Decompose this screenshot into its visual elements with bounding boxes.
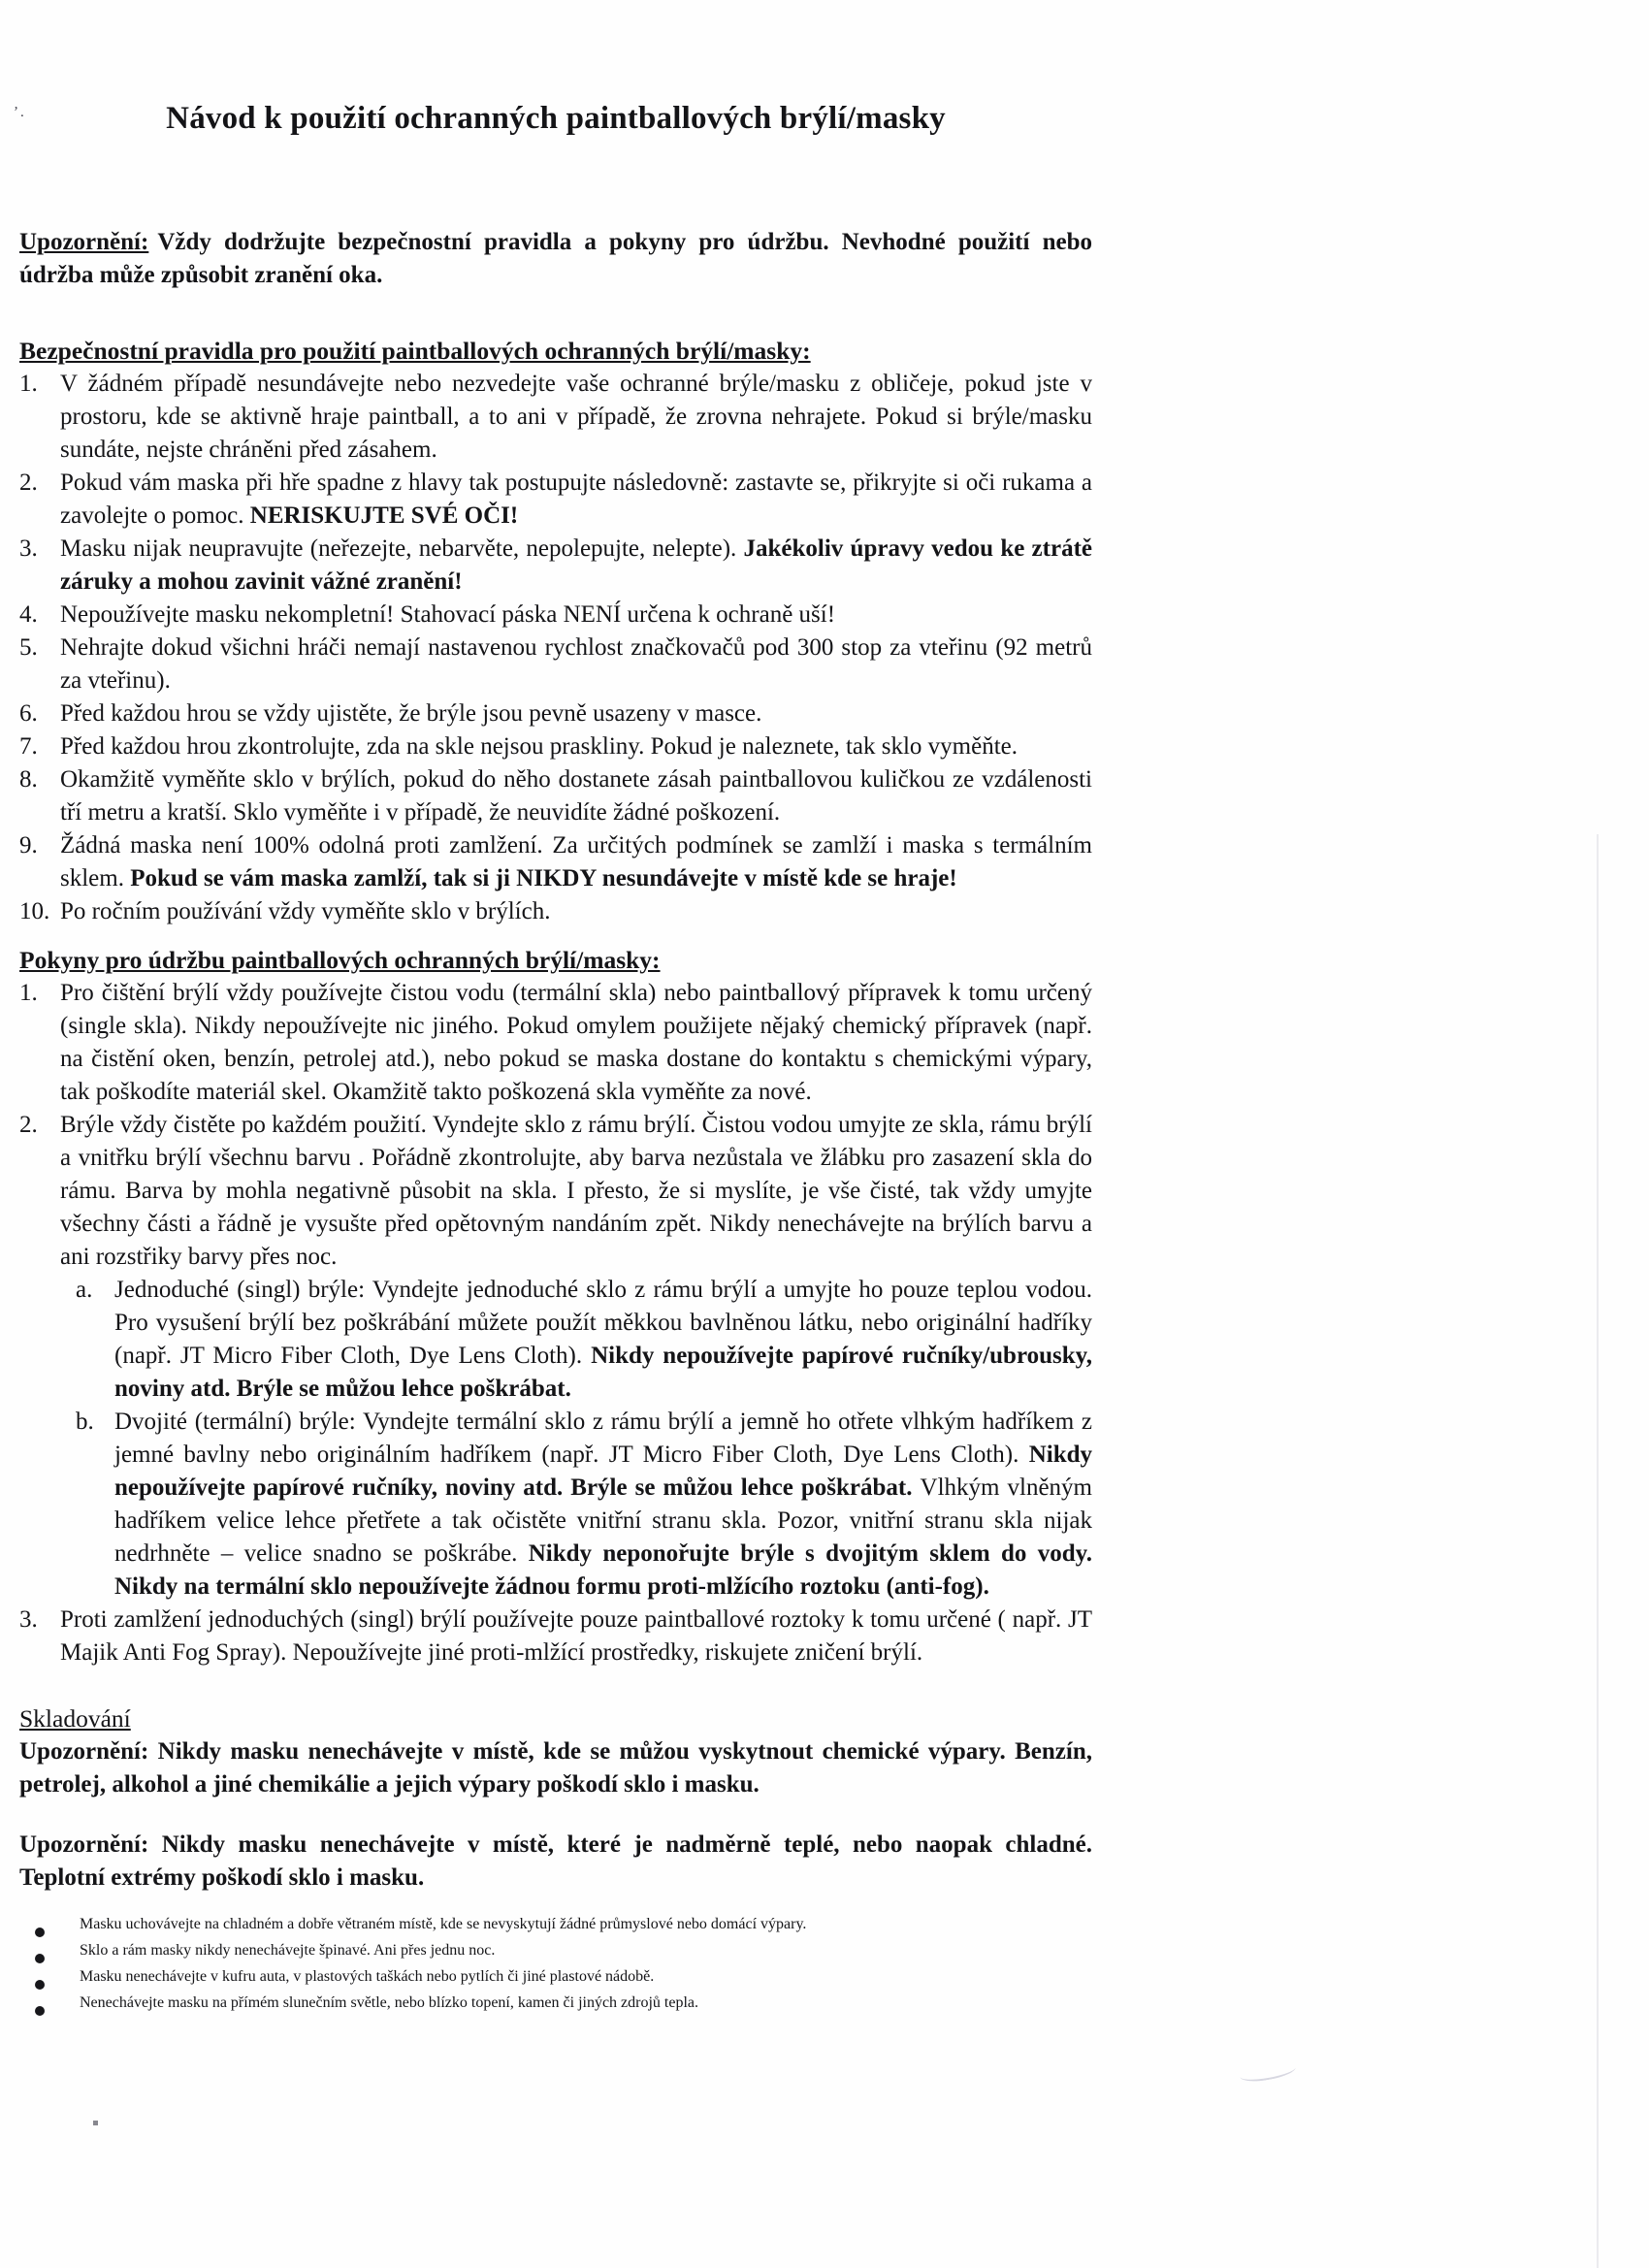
item-text: Masku uchovávejte na chladném a dobře větraném místě, kde se nevyskytují žádné průmyslové nebo domácí výpary. xyxy=(80,1916,807,1932)
document-content xyxy=(19,0,1092,2021)
storage-warning-2: Upozornění: Nikdy masku nenechávejte v místě, které je nadměrně teplé, nebo naopak chladné. Teplotní extrémy poškodí sklo i masku. xyxy=(19,1831,1092,1891)
scan-ink-speck: ʼ. xyxy=(14,105,26,120)
list-item xyxy=(35,1994,1092,2016)
item-text xyxy=(60,697,1092,730)
item-text-normal: Nepoužívejte masku nekompletní! Stahovací páska NENÍ určena k ochraně uší! xyxy=(60,601,836,628)
list-item xyxy=(19,368,1092,467)
list-item xyxy=(19,632,1092,697)
page-title: Návod k použití ochranných paintballových brýlí/masky xyxy=(166,101,946,136)
item-text: Proti zamlžení jednoduchých (singl) brýlí používejte pouze paintballové roztoky k tomu určené ( např. JT Majik Anti Fog Spray). Nepoužívejte jiné proti-mlžící prostředky, riskujete zničení brýlí. xyxy=(60,1606,1092,1666)
safety-rules-list xyxy=(19,368,1092,928)
item-number: 1. xyxy=(19,371,38,397)
item-text xyxy=(60,599,1092,632)
item-text-bold: Pokud se vám maska zamlží, tak si ji NIKDY nesundávejte v místě kde se hraje! xyxy=(130,865,957,891)
maintenance-section-heading: Pokyny pro údržbu paintballových ochranných brýlí/masky: xyxy=(19,946,661,974)
sub-list-item xyxy=(76,1274,1092,1406)
storage-bullet-list xyxy=(35,1916,1092,2016)
item-text: Brýle vždy čistěte po každém použití. Vyndejte sklo z rámu brýlí. Čistou vodou umyjte ze skla, rámu brýlí a vnitřku brýlí všechnu barvu . Pořádně zkontrolujte, aby barva nezůstala ve žlábku pro zasazení skla do rámu. Barva by mohla negativně působit na skla. I přesto, že si myslíte, je vše čisté, tak vždy umyjte všechny části a řádně je vysušte před opětovným nandáním zpět. Nikdy nenechávejte na brýlích barvu a ani rozstřiky barvy přes noc. xyxy=(60,1112,1092,1270)
item-number: 2. xyxy=(19,1112,38,1138)
item-number: 2. xyxy=(19,470,38,496)
list-item xyxy=(19,763,1092,829)
item-text-bold: Nikdy nepoužívejte papírové ručníky, noviny atd. Brýle se můžou lehce poškrábat. xyxy=(114,1442,1092,1501)
safety-section-heading: Bezpečnostní pravidla pro použití paintballových ochranných brýlí/masky: xyxy=(19,337,811,365)
item-text xyxy=(60,730,1092,763)
item-text: Sklo a rám masky nikdy nenechávejte špinavé. Ani přes jednu noc. xyxy=(80,1942,496,1959)
intro-warning-text: Vždy dodržujte bezpečnostní pravidla a pokyny pro údržbu. Nevhodné použití nebo údržba může způsobit zranění oka. xyxy=(19,229,1092,288)
item-number: 3. xyxy=(19,1606,38,1633)
maintenance-list xyxy=(19,977,1092,1669)
item-text xyxy=(60,632,1092,697)
item-text-normal: Před každou hrou se vždy ujistěte, že brýle jsou pevně usazeny v masce. xyxy=(60,700,762,727)
item-text-bold: Nikdy nepoužívejte papírové ručníky/ubrousky, noviny atd. Brýle se můžou lehce poškrábat. xyxy=(114,1343,1092,1402)
item-text-bold: Jakékoliv úpravy vedou ke ztrátě záruky a mohou zavinit vážné zranění! xyxy=(60,535,1093,595)
item-text-normal: Pokud vám maska při hře spadne z hlavy tak postupujte následovně: zastavte se, přikryjte si oči rukama a zavolejte o pomoc. xyxy=(60,470,1092,529)
bullet-icon xyxy=(35,2006,45,2016)
item-text xyxy=(114,1274,1092,1406)
item-text-normal: Vlhkým vlněným hadříkem velice lehce přetřete a tak očistěte vnitřní stranu skla. Pozor, vnitřní stranu skla nijak nedrhněte – velice snadno se poškrábe. xyxy=(114,1474,1092,1567)
list-item xyxy=(19,467,1092,533)
item-number: 7. xyxy=(19,733,38,760)
item-text: Pro čištění brýlí vždy používejte čistou vodu (termální skla) nebo paintballový přípravek k tomu určený (single skla). Nikdy nepoužívejte nic jiného. Pokud omylem použijete nějaký chemický přípravek (např. na čistění oken, benzín, petrolej atd.), nebo pokud se maska dostane do kontaktu s chemickými výpary, tak poškodíte materiál skel. Okamžitě takto poškozená skla vyměňte za nové. xyxy=(60,980,1092,1105)
item-text xyxy=(60,467,1092,533)
item-text-normal: Dvojité (termální) brýle: Vyndejte termální sklo z rámu brýlí a jemně ho otřete vlhkým hadříkem z jemné bavlny nebo originálním hadříkem (např. JT Micro Fiber Cloth, Dye Lens Cloth). xyxy=(114,1409,1092,1468)
item-text-bold: Nikdy neponořujte brýle s dvojitým sklem do vody. Nikdy na termální sklo nepoužívejte žádnou formu proti-mlžícího roztoku (anti-fog). xyxy=(114,1540,1092,1600)
bullet-icon xyxy=(35,1980,45,1990)
item-text xyxy=(60,368,1092,467)
intro-warning-label: Upozornění: xyxy=(19,229,149,255)
item-text xyxy=(60,763,1092,829)
item-letter: b. xyxy=(76,1409,94,1435)
item-number: 4. xyxy=(19,601,38,628)
list-item xyxy=(35,1916,1092,1937)
item-text: Nenechávejte masku na přímém slunečním světle, nebo blízko topení, kamen či jiných zdrojů tepla. xyxy=(80,1994,699,2011)
item-text-normal: Nehrajte dokud všichni hráči nemají nastavenou rychlost značkovačů pod 300 stop za vteřinu (92 metrů za vteřinu). xyxy=(60,634,1092,694)
item-text: Masku nenechávejte v kufru auta, v plastových taškách nebo pytlích či jiné plastové nádobě. xyxy=(80,1968,655,1985)
item-text xyxy=(60,533,1092,599)
item-number: 9. xyxy=(19,832,38,859)
item-text-normal: Žádná maska není 100% odolná proti zamlžení. Za určitých podmínek se zamlží i maska s termálním sklem. xyxy=(60,832,1092,891)
scan-speck xyxy=(93,2121,98,2125)
list-item xyxy=(19,533,1092,599)
list-item xyxy=(35,1942,1092,1963)
scan-edge-line xyxy=(1597,834,1599,2268)
storage-warning-1: Upozornění: Nikdy masku nenechávejte v místě, kde se můžou vyskytnout chemické výpary. Benzín, petrolej, alkohol a jiné chemikálie a jejich výpary poškodí sklo i masku. xyxy=(19,1738,1092,1798)
bullet-icon xyxy=(35,1928,45,1937)
item-text xyxy=(60,895,1092,928)
item-text xyxy=(114,1406,1092,1604)
item-number: 6. xyxy=(19,700,38,727)
item-number: 1. xyxy=(19,980,38,1006)
item-number: 5. xyxy=(19,634,38,661)
storage-section-heading: Skladování xyxy=(19,1704,131,1733)
item-number: 8. xyxy=(19,766,38,793)
item-text xyxy=(60,829,1092,895)
item-number: 3. xyxy=(19,535,38,562)
item-text-normal: V žádném případě nesundávejte nebo nezvedejte vaše ochranné brýle/masku z obličeje, pokud jste v prostoru, kde se aktivně hraje paintball, a to ani v případě, že zrovna nehrajete. Pokud si brýle/masku sundáte, nejste chráněni před zásahem. xyxy=(60,371,1092,463)
list-item xyxy=(19,1109,1092,1274)
list-item xyxy=(19,697,1092,730)
intro-warning-paragraph xyxy=(19,226,1092,292)
list-item xyxy=(35,1968,1092,1990)
item-number: 10. xyxy=(19,898,50,924)
item-text-normal: Jednoduché (singl) brýle: Vyndejte jednoduché sklo z rámu brýlí a umyjte ho pouze teplou vodou. Pro vysušení brýlí bez poškrábání můžete použít měkkou bavlněnou látku, nebo originální hadříky (např. JT Micro Fiber Cloth, Dye Lens Cloth). xyxy=(114,1277,1092,1369)
item-letter: a. xyxy=(76,1277,93,1303)
item-text-normal: Masku nijak neupravujte (neřezejte, nebarvěte, nepolepujte, nelepte). xyxy=(60,535,744,562)
scan-pencil-mark xyxy=(1239,2059,1297,2085)
item-text-normal: Před každou hrou zkontrolujte, zda na skle nejsou praskliny. Pokud je naleznete, tak sklo vyměňte. xyxy=(60,733,1018,760)
item-text-normal: Po ročním používání vždy vyměňte sklo v brýlích. xyxy=(60,898,551,924)
list-item xyxy=(19,599,1092,632)
item-text-normal: Okamžitě vyměňte sklo v brýlích, pokud do něho dostanete zásah paintballovou kuličkou ze vzdálenosti tří metru a kratší. Sklo vyměňte i v případě, že neuvidíte žádné poškození. xyxy=(60,766,1092,826)
sub-list-item xyxy=(76,1406,1092,1604)
list-item xyxy=(19,1604,1092,1669)
list-item xyxy=(19,829,1092,895)
list-item xyxy=(19,730,1092,763)
bullet-icon xyxy=(35,1954,45,1963)
list-item xyxy=(19,977,1092,1109)
list-item xyxy=(19,895,1092,928)
item-text-bold: NERISKUJTE SVÉ OČI! xyxy=(249,502,519,529)
